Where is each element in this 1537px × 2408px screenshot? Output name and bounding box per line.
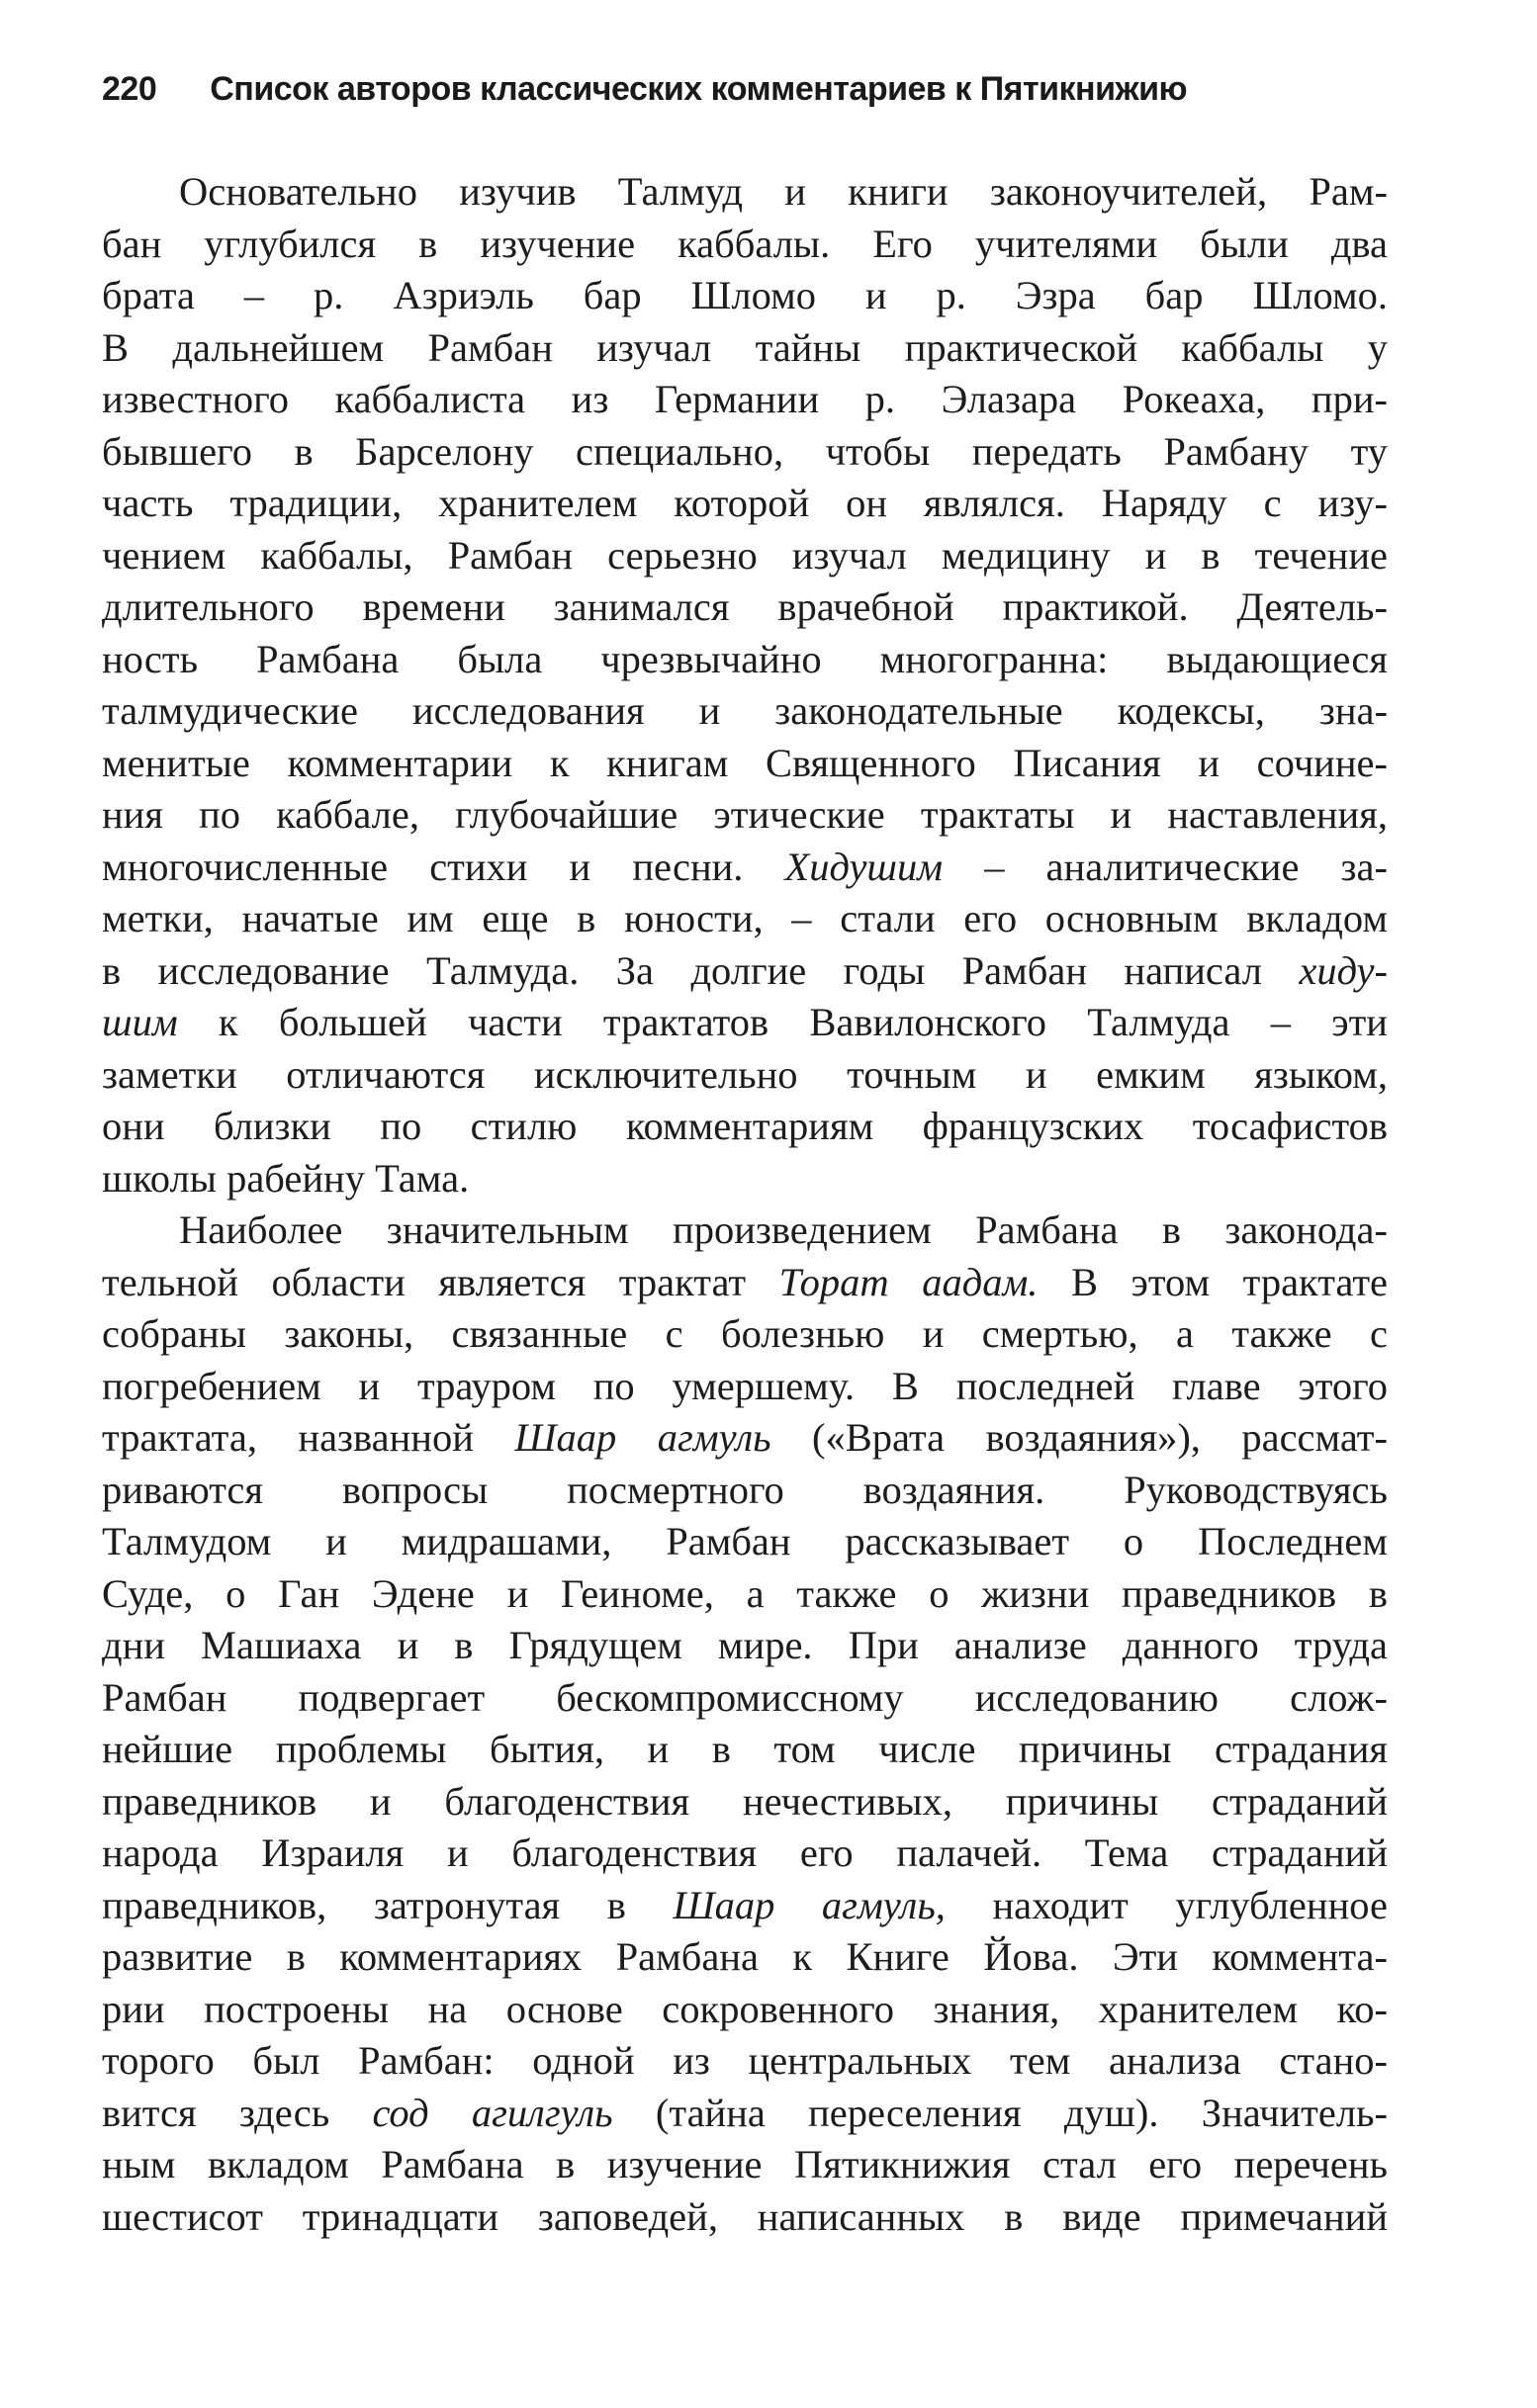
text-line: Рамбан подвергает бескомпромиссному исследованию слож-	[102, 1674, 1388, 1720]
text-line: Основательно изучив Талмуд и книги законоучителей, Рам-	[179, 169, 1388, 214]
italic-term: Шаар агмуль	[514, 1415, 771, 1460]
italic-term: Шаар агмуль,	[673, 1882, 946, 1927]
text-line: народа Израиля и благоденствия его палачей. Тема страданий	[102, 1830, 1388, 1875]
text-line: метки, начатые им еще в юности, – стали его основным вкладом	[102, 896, 1388, 940]
text-line: праведников и благоденствия нечестивых, причины страданий	[102, 1778, 1388, 1824]
text-line: шестисот тринадцати заповедей, написанных в виде примечаний	[102, 2193, 1388, 2239]
text-line: чением каббалы, Рамбан серьезно изучал медицину и в течение	[102, 532, 1388, 578]
text-line: бывшего в Барселону специально, чтобы передать Рамбану ту	[102, 428, 1388, 474]
text-line: менитые комментарии к книгам Священного Писания и сочине-	[102, 740, 1388, 785]
italic-term: хиду-	[1299, 947, 1388, 993]
text-line: ния по каббале, глубочайшие этические трактаты и наставления,	[102, 792, 1388, 837]
text-line: талмудические исследования и законодательные кодексы, зна-	[102, 688, 1388, 733]
text-line: длительного времени занимался врачебной практикой. Деятель-	[102, 584, 1388, 629]
text-line: дни Машиаха и в Грядущем мире. При анализе данного труда	[102, 1623, 1388, 1667]
text-line: В дальнейшем Рамбан изучал тайны практической каббалы у	[102, 324, 1388, 370]
text-line: шим к большей части трактатов Вавилонского Талмуда – эти	[102, 1000, 1388, 1044]
text-line: нейшие проблемы бытия, и в том числе причины страдания	[102, 1727, 1388, 1771]
running-head	[102, 67, 1427, 111]
text-line: Талмудом и мидрашами, Рамбан рассказывает о Последнем	[102, 1519, 1388, 1563]
italic-term: Хидушим	[784, 844, 944, 889]
paragraph-2	[102, 1204, 1388, 2243]
text-line: развитие в комментариях Рамбана к Книге Йова. Эти коммента-	[102, 1934, 1388, 1979]
text-line: рии построены на основе сокровенного знания, хранителем ко-	[102, 1986, 1388, 2031]
text-line: собраны законы, связанные с болезнью и смертью, а также с	[102, 1311, 1388, 1356]
text-line: брата – р. Азриэль бар Шломо и р. Эзра бар Шломо.	[102, 273, 1388, 317]
italic-term: Торат аадам.	[778, 1259, 1039, 1304]
italic-term: сод агилгуль	[372, 2090, 613, 2135]
text-line: торого был Рамбан: одной из центральных тем анализа стано-	[102, 2038, 1388, 2083]
paragraph-1	[102, 166, 1388, 1204]
text-line: заметки отличаются исключительно точным и емким языком,	[102, 1051, 1388, 1097]
running-head-title: Список авторов классических комментариев к Пятикнижию	[210, 70, 1188, 108]
text-line: Наиболее значительным произведением Рамбана в законода-	[179, 1207, 1388, 1252]
text-line: риваются вопросы посмертного воздаяния. Руководствуясь	[102, 1467, 1388, 1512]
text-line: ность Рамбана была чрезвычайно многогранна: выдающиеся	[102, 636, 1388, 681]
body-text	[102, 166, 1388, 2243]
text-line: трактата, названной Шаар агмуль («Врата воздаяния»), рассмат-	[102, 1415, 1388, 1460]
page-number: 220	[102, 70, 157, 108]
text-line: многочисленные стихи и песни. Хидушим – аналитические за-	[102, 844, 1388, 889]
text-line: праведников, затронутая в Шаар агмуль, находит углубленное	[102, 1882, 1388, 1927]
italic-term: шим	[102, 1000, 178, 1044]
text-line: ным вкладом Рамбана в изучение Пятикнижия стал его перечень	[102, 2142, 1388, 2186]
text-line: Суде, о Ган Эдене и Геиноме, а также о жизни праведников в	[102, 1570, 1388, 1616]
text-line: вится здесь сод агилгуль (тайна переселения душ). Значитель-	[102, 2090, 1389, 2135]
text-line: часть традиции, хранителем которой он являлся. Наряду с изу-	[102, 481, 1388, 525]
text-line: они близки по стилю комментариям французских тосафистов	[102, 1104, 1388, 1148]
text-line: школы рабейну Тама.	[102, 1155, 470, 1201]
text-line: бан углубился в изучение каббалы. Его учителями были два	[102, 221, 1388, 266]
text-line: погребением и трауром по умершему. В последней главе этого	[102, 1363, 1388, 1408]
text-line: в исследование Талмуда. За долгие годы Рамбан написал хиду-	[102, 947, 1388, 993]
text-line: тельной области является трактат Торат аадам. В этом трактате	[102, 1259, 1389, 1304]
text-line: известного каббалиста из Германии р. Элазара Рокеаха, при-	[102, 377, 1388, 421]
